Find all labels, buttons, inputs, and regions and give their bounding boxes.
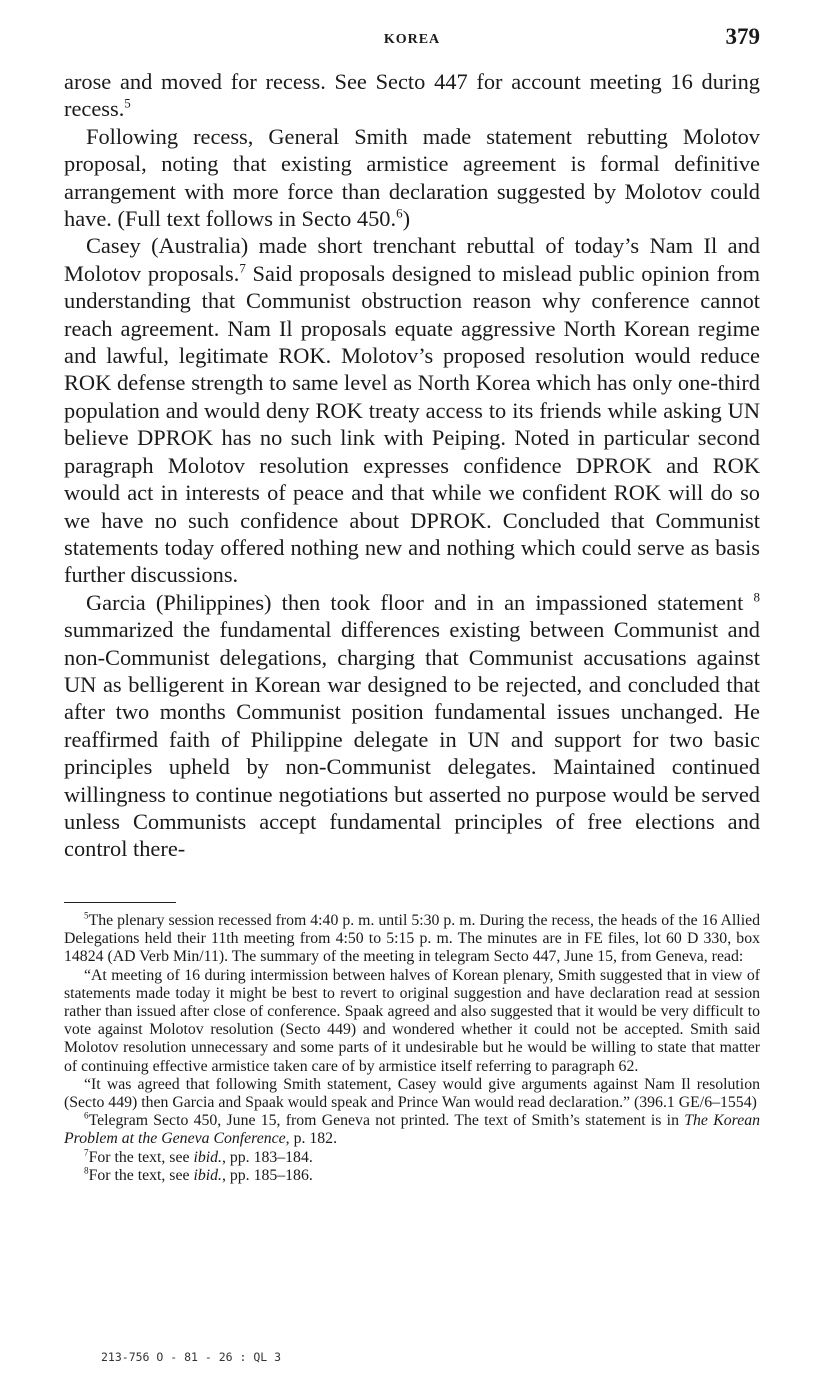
footnote-8	[64, 1167, 760, 1185]
paragraph-text: Casey (Australia) made short trenchant rebuttal of today’s Nam Il and Molotov proposals.	[64, 233, 760, 286]
footnote-text: Telegram Secto 450, June 15, from Geneva not printed. The text of Smith’s statement is in	[88, 1112, 685, 1130]
footnote-divider	[64, 902, 176, 903]
footnotes	[64, 912, 760, 1185]
footnote-text: , pp. 183–184.	[221, 1148, 313, 1166]
paragraph-smith	[64, 123, 760, 233]
paragraph-text: )	[402, 206, 411, 232]
footnote-ref-5: 5	[124, 95, 131, 111]
paragraph-casey	[64, 232, 760, 588]
page-number: 379	[725, 24, 760, 49]
footnote-text: For the text, see	[88, 1148, 194, 1166]
paragraph-text: Garcia (Philippines) then took floor and in an impassioned statement	[86, 589, 744, 615]
footnote-text: , p. 182.	[285, 1130, 338, 1148]
footnote-ref-7: 7	[239, 260, 246, 276]
footnote-5	[64, 912, 760, 967]
footnote-ref-8: 8	[753, 589, 760, 605]
footnote-text: The plenary session recessed from 4:40 p. m. until 5:30 p. m. During the recess, the heads of the 16 Allied Delegations held their 11th meeting from 4:50 to 5:15 p. m. The minutes are in FE files, lot 60 D 330, box 14824 (AD Verb Min/11). The summary of the meeting in telegram Secto 447, June 15, from Geneva, read:	[64, 912, 760, 966]
footnote-5-quote-1: “At meeting of 16 during intermission between halves of Korean plenary, Smith suggested that in view of statements made today it might be best to revert to original suggestion and have declaration read at session rather than issued after close of conference. Spaak agreed and also suggested that it would be very difficult to vote against Molotov resolution (Secto 449) and wondered whether it could not be accepted. Smith said Molotov resolution unnecessary and some parts of it undesirable but he would be willing to state that matter of continuing effective armistice taken care of by armistice itself referring to paragraph 62.	[64, 966, 760, 1075]
paragraph-text: summarized the fundamental differences existing between Communist and non-Communist delegations, charging that Communist accusations against UN as belligerent in Korean war designed to be rejected, and concluded that after two months Communist position fundamental issues unchanged. He reaffirmed faith of Philippine delegate in UN and support for two basic principles upheld by non-Communist delegates. Maintained continued willingness to continue negotiations but asserted no purpose would be served unless Communists accept fundamental principles of free elections and control there-	[64, 617, 760, 862]
footnote-number: 6	[84, 1110, 89, 1121]
paragraph-garcia	[64, 589, 760, 863]
paragraph-text: arose and moved for recess. See Secto 447 for account meeting 16 during recess.	[64, 69, 760, 122]
footnote-publication-title: The Korean Problem at the Geneva Conference	[64, 1112, 760, 1148]
footnote-number: 5	[84, 910, 89, 921]
page-header	[64, 24, 760, 58]
footnote-ibid: ibid.	[193, 1166, 222, 1184]
footnote-7	[64, 1149, 760, 1167]
footnote-text: For the text, see	[88, 1166, 194, 1184]
footnote-ref-6: 6	[396, 205, 403, 221]
running-head: KOREA	[383, 32, 441, 47]
footnote-text: , pp. 185–186.	[221, 1166, 313, 1184]
body-text	[64, 68, 760, 863]
paragraph-continued	[64, 68, 760, 123]
paragraph-text: Said proposals designed to mislead public opinion from understanding that Communist obstruction reason why conference cannot reach agreement. Nam Il proposals equate aggressive North Korean regime and lawful, legitimate ROK. Molotov’s proposed resolution would reduce ROK defense strength to same level as North Korea which has only one-third population and would deny ROK treaty access to its friends while asking UN believe DPROK has no such link with Peiping. Noted in particular second paragraph Molotov resolution expresses confidence DPROK and ROK would act in interests of peace and that while we confident ROK will do so we have no such confidence about DPROK. Concluded that Communist statements today offered nothing new and nothing which could serve as basis further discussions.	[64, 260, 760, 588]
paragraph-text: Following recess, General Smith made statement rebutting Molotov proposal, noting that existing armistice agreement is formal definitive arrangement with more force than declaration suggested by Molotov could have. (Full text follows in Secto 450.	[64, 123, 760, 232]
footnote-number: 7	[84, 1147, 89, 1158]
footnote-6	[64, 1112, 760, 1148]
footnote-ibid: ibid.	[193, 1148, 222, 1166]
footnote-number: 8	[84, 1165, 89, 1176]
printer-imprint: 213-756 O - 81 - 26 : QL 3	[101, 1350, 282, 1364]
footnote-5-quote-2: “It was agreed that following Smith statement, Casey would give arguments against Nam Il resolution (Secto 449) then Garcia and Spaak would speak and Prince Wan would read declaration.” (396.1 GE/6–1554)	[64, 1075, 760, 1112]
